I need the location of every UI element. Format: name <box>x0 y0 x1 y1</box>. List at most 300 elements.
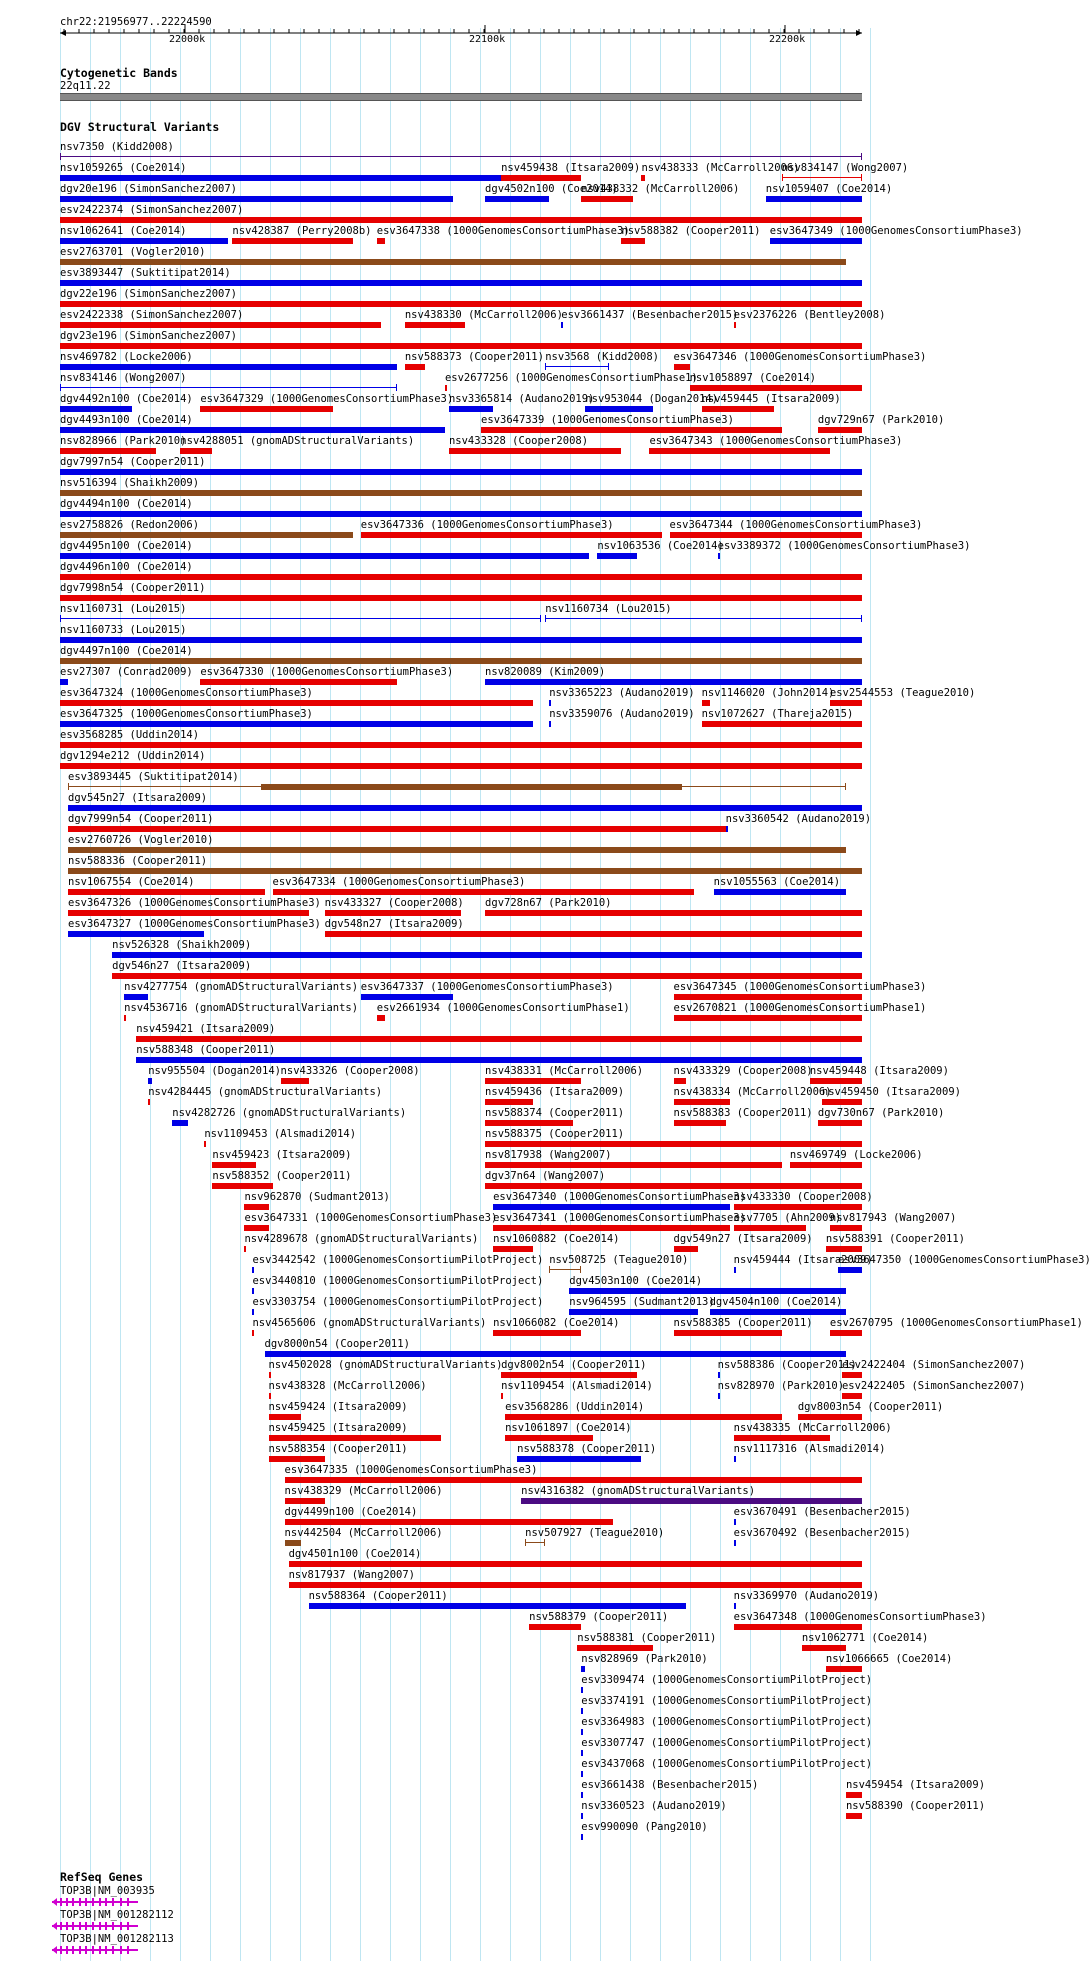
variant-label[interactable]: nsv4277754 (gnomADStructuralVariants) <box>124 981 359 993</box>
variant-feature-gain[interactable] <box>585 406 653 412</box>
variant-label[interactable]: nsv4316382 (gnomADStructuralVariants) <box>521 1485 756 1497</box>
variant-label[interactable]: nsv588385 (Cooper2011) <box>673 1317 813 1329</box>
variant-feature-loss[interactable] <box>493 1225 730 1231</box>
variant-feature-loss[interactable] <box>493 1330 581 1336</box>
variant-feature-gain[interactable] <box>561 322 563 328</box>
variant-label[interactable]: nsv469749 (Locke2006) <box>789 1149 923 1161</box>
variant-feature-loss[interactable] <box>674 1246 698 1252</box>
variant-label[interactable]: dgv548n27 (Itsara2009) <box>324 918 464 930</box>
variant-label[interactable]: nsv4282726 (gnomADStructuralVariants) <box>172 1107 407 1119</box>
variant-label[interactable]: nsv828969 (Park2010) <box>581 1653 708 1665</box>
variant-feature-loss[interactable] <box>690 385 862 391</box>
cytoband-bar[interactable] <box>60 93 862 101</box>
variant-label[interactable]: esv2661934 (1000GenomesConsortiumPhase1) <box>376 1002 630 1014</box>
variant-feature-loss[interactable] <box>674 364 690 370</box>
variant-label[interactable]: dgv4499n100 (Coe2014) <box>284 1506 418 1518</box>
variant-feature-loss[interactable] <box>449 448 621 454</box>
variant-label[interactable]: nsv588382 (Cooper2011) <box>621 225 761 237</box>
variant-label[interactable]: nsv588375 (Cooper2011) <box>485 1128 625 1140</box>
variant-feature-loss[interactable] <box>269 1393 271 1399</box>
variant-feature-gain[interactable] <box>252 1267 254 1273</box>
variant-label[interactable]: nsv588383 (Cooper2011) <box>673 1107 813 1119</box>
variant-feature-loss[interactable] <box>136 1036 862 1042</box>
variant-label[interactable]: nsv1066665 (Coe2014) <box>825 1653 953 1665</box>
variant-feature-loss[interactable] <box>505 1435 593 1441</box>
variant-label[interactable]: nsv1109453 (Alsmadi2014) <box>204 1128 357 1140</box>
variant-label[interactable]: dgv4493n100 (Coe2014) <box>60 414 193 426</box>
variant-label[interactable]: dgv4496n100 (Coe2014) <box>60 561 193 573</box>
variant-label[interactable]: nsv1058897 (Coe2014) <box>689 372 816 384</box>
variant-feature-loss[interactable] <box>702 700 710 706</box>
variant-feature-gain[interactable] <box>60 364 397 370</box>
variant-feature-loss[interactable] <box>818 427 862 433</box>
variant-feature-loss[interactable] <box>674 1015 862 1021</box>
variant-feature-loss[interactable] <box>405 322 465 328</box>
variant-feature-loss[interactable] <box>281 1078 309 1084</box>
variant-feature-loss[interactable] <box>60 322 381 328</box>
variant-label[interactable]: esv3647341 (1000GenomesConsortiumPhase3) <box>493 1212 746 1224</box>
variant-label[interactable]: nsv3365223 (Audano2019) <box>549 687 695 699</box>
variant-feature-gain[interactable] <box>252 1288 254 1294</box>
variant-feature-loss[interactable] <box>577 1645 653 1651</box>
variant-label[interactable]: esv3307747 (1000GenomesConsortiumPilotProject) <box>581 1737 873 1749</box>
variant-label[interactable]: nsv459438 (Itsara2009) <box>501 162 641 174</box>
variant-feature-loss[interactable] <box>200 406 332 412</box>
variant-feature-loss[interactable] <box>60 448 156 454</box>
variant-label[interactable]: nsv1062641 (Coe2014) <box>60 225 187 237</box>
variant-feature-both[interactable] <box>285 1540 301 1546</box>
variant-feature-loss[interactable] <box>377 1015 385 1021</box>
variant-feature-gain[interactable] <box>60 721 533 727</box>
variant-feature-gain[interactable] <box>60 406 132 412</box>
variant-feature-loss[interactable] <box>148 1099 150 1105</box>
variant-feature-loss[interactable] <box>485 1162 782 1168</box>
variant-label[interactable]: esv2760726 (Vogler2010) <box>68 834 214 846</box>
variant-feature-gain[interactable] <box>545 366 609 367</box>
variant-feature-loss[interactable] <box>68 826 726 832</box>
variant-label[interactable]: esv3647335 (1000GenomesConsortiumPhase3) <box>284 1464 538 1476</box>
variant-label[interactable]: nsv817943 (Wang2007) <box>829 1212 957 1224</box>
variant-feature-gain[interactable] <box>60 175 501 181</box>
variant-feature-loss[interactable] <box>68 910 309 916</box>
variant-label[interactable]: nsv588386 (Cooper2011) <box>717 1359 857 1371</box>
variant-feature-gain[interactable] <box>60 553 589 559</box>
variant-label[interactable]: esv3303754 (1000GenomesConsortiumPilotProject) <box>252 1296 544 1308</box>
variant-feature-loss[interactable] <box>830 1330 862 1336</box>
variant-label[interactable]: esv2544553 (Teague2010) <box>829 687 976 699</box>
variant-feature-gain[interactable] <box>60 618 541 619</box>
variant-feature-gain[interactable] <box>581 1834 583 1840</box>
variant-feature-gain[interactable] <box>581 1750 583 1756</box>
variant-feature-gain[interactable] <box>68 805 862 811</box>
variant-label[interactable]: dgv7997n54 (Cooper2011) <box>60 456 206 468</box>
variant-label[interactable]: nsv1072627 (Thareja2015) <box>701 708 854 720</box>
variant-label[interactable]: dgv4501n100 (Coe2014) <box>288 1548 422 1560</box>
variant-label[interactable]: esv2670821 (1000GenomesConsortiumPhase1) <box>673 1002 927 1014</box>
variant-feature-gain[interactable] <box>718 1393 720 1399</box>
variant-feature-gain[interactable] <box>581 1666 585 1672</box>
variant-feature-gain[interactable] <box>545 618 862 619</box>
variant-label[interactable]: dgv23e196 (SimonSanchez2007) <box>60 330 238 342</box>
variant-label[interactable]: nsv459448 (Itsara2009) <box>809 1065 949 1077</box>
variant-feature-gain[interactable] <box>581 1792 583 1798</box>
variant-feature-loss[interactable] <box>734 322 736 328</box>
variant-feature-loss[interactable] <box>842 1393 862 1399</box>
variant-label[interactable]: nsv588391 (Cooper2011) <box>825 1233 965 1245</box>
variant-label[interactable]: nsv820089 (Kim2009) <box>485 666 606 678</box>
variant-feature-loss[interactable] <box>112 973 862 979</box>
variant-feature-loss[interactable] <box>212 1183 272 1189</box>
variant-feature-loss[interactable] <box>830 700 862 706</box>
variant-feature-loss[interactable] <box>285 1477 862 1483</box>
variant-label[interactable]: nsv438331 (McCarroll2006) <box>485 1065 644 1077</box>
variant-label[interactable]: nsv459423 (Itsara2009) <box>212 1149 352 1161</box>
variant-feature-gain[interactable] <box>726 826 728 832</box>
variant-feature-loss[interactable] <box>405 364 425 370</box>
variant-label[interactable]: nsv7350 (Kidd2008) <box>60 141 174 153</box>
variant-feature-gain[interactable] <box>581 1729 583 1735</box>
variant-feature-gain[interactable] <box>569 1288 846 1294</box>
variant-feature-loss[interactable] <box>285 1519 614 1525</box>
variant-feature-loss[interactable] <box>846 1813 862 1819</box>
variant-feature-inversion[interactable] <box>60 156 862 157</box>
variant-feature-both[interactable] <box>549 1269 581 1270</box>
variant-label[interactable]: nsv588374 (Cooper2011) <box>485 1107 625 1119</box>
variant-label[interactable]: nsv507927 (Teague2010) <box>525 1527 665 1539</box>
variant-label[interactable]: esv3893447 (Suktitipat2014) <box>60 267 231 279</box>
variant-label[interactable]: esv3309474 (1000GenomesConsortiumPilotProject) <box>581 1674 873 1686</box>
variant-feature-loss[interactable] <box>60 742 862 748</box>
variant-feature-gain[interactable] <box>112 952 862 958</box>
variant-feature-loss[interactable] <box>285 1498 325 1504</box>
variant-feature-loss[interactable] <box>674 1120 726 1126</box>
variant-label[interactable]: esv3647324 (1000GenomesConsortiumPhase3) <box>60 687 313 699</box>
variant-label[interactable]: nsv1160733 (Lou2015) <box>60 624 187 636</box>
variant-label[interactable]: dgv4492n100 (Coe2014) <box>60 393 193 405</box>
variant-label[interactable]: nsv1060882 (Coe2014) <box>493 1233 620 1245</box>
variant-feature-loss[interactable] <box>734 1204 862 1210</box>
variant-feature-gain[interactable] <box>734 1267 736 1273</box>
variant-label[interactable]: esv2422374 (SimonSanchez2007) <box>60 204 244 216</box>
variant-label[interactable]: dgv37n64 (Wang2007) <box>485 1170 606 1182</box>
variant-label[interactable]: esv3647331 (1000GenomesConsortiumPhase3) <box>244 1212 498 1224</box>
variant-feature-loss[interactable] <box>204 1141 206 1147</box>
variant-feature-loss[interactable] <box>830 1225 862 1231</box>
variant-label[interactable]: nsv588354 (Cooper2011) <box>268 1443 408 1455</box>
variant-label[interactable]: esv3442542 (1000GenomesConsortiumPilotProject) <box>252 1254 544 1266</box>
variant-feature-loss[interactable] <box>485 1078 581 1084</box>
variant-label[interactable]: nsv438328 (McCarroll2006) <box>268 1380 427 1392</box>
variant-feature-gain[interactable] <box>569 1309 697 1315</box>
variant-feature-loss[interactable] <box>734 1225 806 1231</box>
variant-label[interactable]: esv3647330 (1000GenomesConsortiumPhase3) <box>200 666 454 678</box>
variant-feature-loss[interactable] <box>810 1078 862 1084</box>
variant-feature-gain[interactable] <box>734 1456 736 1462</box>
variant-label[interactable]: esv3647337 (1000GenomesConsortiumPhase3) <box>360 981 614 993</box>
variant-feature-gain[interactable] <box>148 1078 152 1084</box>
variant-feature-gain[interactable] <box>252 1309 254 1315</box>
variant-label[interactable]: esv3568285 (Uddin2014) <box>60 729 200 741</box>
variant-feature-loss[interactable] <box>529 1624 581 1630</box>
gene-label[interactable]: TOP3B|NM_001282112 <box>60 1909 174 1921</box>
variant-feature-loss[interactable] <box>212 1162 256 1168</box>
variant-feature-loss[interactable] <box>232 238 352 244</box>
variant-feature-both[interactable] <box>525 1542 545 1543</box>
variant-label[interactable]: nsv1160734 (Lou2015) <box>545 603 672 615</box>
variant-label[interactable]: nsv428387 (Perry2008b) <box>232 225 372 237</box>
variant-label[interactable]: esv3437068 (1000GenomesConsortiumPilotProject) <box>581 1758 873 1770</box>
variant-label[interactable]: esv3647340 (1000GenomesConsortiumPhase3) <box>493 1191 746 1203</box>
variant-feature-loss[interactable] <box>702 406 774 412</box>
variant-feature-inversion[interactable] <box>521 1498 862 1504</box>
variant-label[interactable]: nsv588381 (Cooper2011) <box>577 1632 717 1644</box>
variant-label[interactable]: esv27307 (Conrad2009) <box>60 666 193 678</box>
variant-label[interactable]: esv2758826 (Redon2006) <box>60 519 200 531</box>
variant-feature-gain[interactable] <box>581 1771 583 1777</box>
variant-feature-loss[interactable] <box>244 1246 246 1252</box>
variant-label[interactable]: nsv3359076 (Audano2019) <box>549 708 695 720</box>
variant-label[interactable]: nsv964595 (Sudmant2013) <box>569 1296 715 1308</box>
variant-feature-loss[interactable] <box>621 238 645 244</box>
variant-feature-loss[interactable] <box>269 1456 325 1462</box>
variant-feature-gain[interactable] <box>581 1687 583 1693</box>
variant-feature-gain[interactable] <box>734 1603 736 1609</box>
variant-label[interactable]: nsv3360523 (Audano2019) <box>581 1800 727 1812</box>
variant-feature-gain[interactable] <box>60 238 228 244</box>
variant-label[interactable]: nsv1109454 (Alsmadi2014) <box>501 1380 653 1392</box>
variant-feature-loss[interactable] <box>674 994 862 1000</box>
variant-feature-loss[interactable] <box>846 1792 862 1798</box>
variant-label[interactable]: nsv459444 (Itsara2009) <box>733 1254 873 1266</box>
variant-label[interactable]: dgv8003n54 (Cooper2011) <box>797 1401 944 1413</box>
variant-feature-loss[interactable] <box>200 679 396 685</box>
variant-feature-gain[interactable] <box>60 280 862 286</box>
variant-label[interactable]: esv3647339 (1000GenomesConsortiumPhase3) <box>481 414 734 426</box>
variant-feature-loss[interactable] <box>244 1225 268 1231</box>
variant-label[interactable]: nsv433330 (Cooper2008) <box>733 1191 873 1203</box>
variant-label[interactable]: esv3364983 (1000GenomesConsortiumPilotProject) <box>581 1716 873 1728</box>
variant-label[interactable]: nsv1059265 (Coe2014) <box>60 162 187 174</box>
variant-feature-loss[interactable] <box>180 448 212 454</box>
variant-feature-loss[interactable] <box>674 1330 782 1336</box>
variant-label[interactable]: nsv1067554 (Coe2014) <box>68 876 195 888</box>
variant-feature-loss[interactable] <box>325 910 461 916</box>
variant-label[interactable]: nsv459421 (Itsara2009) <box>136 1023 276 1035</box>
variant-feature-gain[interactable] <box>136 1057 862 1063</box>
variant-label[interactable]: esv3647325 (1000GenomesConsortiumPhase3) <box>60 708 313 720</box>
variant-label[interactable]: nsv3360542 (Audano2019) <box>725 813 872 825</box>
variant-label[interactable]: dgv4504n100 (Coe2014) <box>709 1296 843 1308</box>
variant-label[interactable]: esv2670795 (1000GenomesConsortiumPhase1) <box>829 1317 1083 1329</box>
variant-feature-loss[interactable] <box>485 1183 862 1189</box>
variant-label[interactable]: nsv3365814 (Audano2019) <box>448 393 595 405</box>
variant-feature-loss[interactable] <box>802 1645 846 1651</box>
variant-label[interactable]: dgv4502n100 (Coe2014) <box>485 183 618 195</box>
variant-feature-loss[interactable] <box>818 1120 862 1126</box>
variant-feature-gain[interactable] <box>549 721 551 727</box>
variant-feature-gain[interactable] <box>60 637 862 643</box>
variant-label[interactable]: esv3661437 (Besenbacher2015) <box>561 309 739 321</box>
variant-feature-gain[interactable] <box>449 406 493 412</box>
variant-feature-both[interactable] <box>60 490 862 496</box>
variant-label[interactable]: dgv7998n54 (Cooper2011) <box>60 582 206 594</box>
variant-feature-gain[interactable] <box>485 196 549 202</box>
variant-label[interactable]: dgv20e196 (SimonSanchez2007) <box>60 183 238 195</box>
variant-feature-gain[interactable] <box>710 1309 846 1315</box>
variant-label[interactable]: nsv962870 (Sudmant2013) <box>244 1191 390 1203</box>
variant-feature-both[interactable] <box>60 532 353 538</box>
variant-feature-loss[interactable] <box>68 889 264 895</box>
variant-feature-loss[interactable] <box>674 1078 686 1084</box>
variant-feature-loss[interactable] <box>485 1120 573 1126</box>
variant-feature-gain[interactable] <box>172 1120 188 1126</box>
variant-feature-gain[interactable] <box>60 469 862 475</box>
variant-feature-loss[interactable] <box>581 196 633 202</box>
variant-label[interactable]: nsv459445 (Itsara2009) <box>701 393 841 405</box>
variant-feature-gain[interactable] <box>265 1351 846 1357</box>
variant-label[interactable]: nsv438332 (McCarroll2006) <box>581 183 740 195</box>
variant-label[interactable]: nsv1061897 (Coe2014) <box>505 1422 632 1434</box>
variant-label[interactable]: nsv834146 (Wong2007) <box>60 372 187 384</box>
variant-feature-loss[interactable] <box>273 889 694 895</box>
variant-label[interactable]: nsv828966 (Park2010) <box>60 435 187 447</box>
gene-model[interactable] <box>52 1921 152 1931</box>
variant-feature-loss[interactable] <box>734 1624 862 1630</box>
variant-feature-loss[interactable] <box>501 1393 503 1399</box>
variant-label[interactable]: nsv588364 (Cooper2011) <box>308 1590 448 1602</box>
variant-label[interactable]: nsv4289678 (gnomADStructuralVariants) <box>244 1233 479 1245</box>
variant-label[interactable]: nsv4288051 (gnomADStructuralVariants) <box>180 435 415 447</box>
variant-label[interactable]: esv3647346 (1000GenomesConsortiumPhase3) <box>673 351 927 363</box>
variant-label[interactable]: esv3647338 (1000GenomesConsortiumPhase3) <box>376 225 630 237</box>
variant-feature-loss[interactable] <box>60 343 862 349</box>
variant-feature-gain[interactable] <box>766 196 862 202</box>
variant-feature-loss[interactable] <box>60 700 533 706</box>
variant-label[interactable]: dgv730n67 (Park2010) <box>817 1107 945 1119</box>
variant-label[interactable]: nsv588379 (Cooper2011) <box>529 1611 669 1623</box>
gene-label[interactable]: TOP3B|NM_003935 <box>60 1885 155 1897</box>
variant-feature-loss[interactable] <box>445 385 447 391</box>
variant-label[interactable]: nsv442504 (McCarroll2006) <box>284 1527 443 1539</box>
variant-feature-loss[interactable] <box>244 1204 268 1210</box>
variant-feature-loss[interactable] <box>842 1372 862 1378</box>
variant-label[interactable]: nsv516394 (Shaikh2009) <box>60 477 200 489</box>
variant-label[interactable]: nsv433329 (Cooper2008) <box>673 1065 813 1077</box>
variant-label[interactable]: nsv817937 (Wang2007) <box>288 1569 415 1581</box>
variant-label[interactable]: nsv1146020 (John2014) <box>701 687 835 699</box>
variant-label[interactable]: nsv588348 (Cooper2011) <box>136 1044 276 1056</box>
variant-label[interactable]: nsv438335 (McCarroll2006) <box>733 1422 892 1434</box>
variant-feature-gain[interactable] <box>581 1708 583 1714</box>
variant-feature-loss[interactable] <box>670 532 862 538</box>
variant-label[interactable]: nsv4536716 (gnomADStructuralVariants) <box>124 1002 359 1014</box>
variant-feature-loss[interactable] <box>377 238 385 244</box>
variant-feature-gain[interactable] <box>770 238 862 244</box>
variant-label[interactable]: nsv433328 (Cooper2008) <box>448 435 589 447</box>
variant-label[interactable]: esv3440810 (1000GenomesConsortiumPilotProject) <box>252 1275 544 1287</box>
variant-feature-loss[interactable] <box>60 763 862 769</box>
variant-label[interactable]: dgv7999n54 (Cooper2011) <box>68 813 214 825</box>
variant-feature-loss[interactable] <box>501 1372 637 1378</box>
variant-label[interactable]: dgv728n67 (Park2010) <box>485 897 612 909</box>
variant-label[interactable]: nsv459454 (Itsara2009) <box>845 1779 986 1791</box>
variant-feature-gain[interactable] <box>124 994 148 1000</box>
variant-label[interactable]: dgv4497n100 (Coe2014) <box>60 645 193 657</box>
variant-label[interactable]: esv3647344 (1000GenomesConsortiumPhase3) <box>669 519 923 531</box>
variant-label[interactable]: dgv22e196 (SimonSanchez2007) <box>60 288 238 300</box>
variant-label[interactable]: nsv588378 (Cooper2011) <box>517 1443 657 1455</box>
variant-feature-loss[interactable] <box>641 175 645 181</box>
variant-feature-loss[interactable] <box>60 217 862 223</box>
variant-label[interactable]: esv3647350 (1000GenomesConsortiumPhase3) <box>837 1254 1091 1266</box>
variant-label[interactable]: esv2422338 (SimonSanchez2007) <box>60 309 244 321</box>
variant-feature-both[interactable] <box>60 658 862 664</box>
gene-label[interactable]: TOP3B|NM_001282113 <box>60 1933 174 1945</box>
variant-feature-both[interactable] <box>60 259 846 265</box>
variant-feature-loss[interactable] <box>674 1099 730 1105</box>
variant-label[interactable]: esv3647329 (1000GenomesConsortiumPhase3) <box>200 393 454 405</box>
variant-label[interactable]: nsv1059407 (Coe2014) <box>765 183 893 195</box>
variant-label[interactable]: nsv459436 (Itsara2009) <box>485 1086 625 1098</box>
variant-feature-loss[interactable] <box>734 1435 830 1441</box>
variant-feature-loss[interactable] <box>702 721 862 727</box>
variant-feature-loss[interactable] <box>790 1162 862 1168</box>
variant-feature-gain[interactable] <box>309 1603 686 1609</box>
variant-feature-loss[interactable] <box>361 532 662 538</box>
variant-label[interactable]: esv7705 (Ahn2009) <box>733 1212 842 1224</box>
gene-model[interactable] <box>52 1945 152 1955</box>
variant-feature-gain[interactable] <box>361 994 453 1000</box>
variant-label[interactable]: esv3893445 (Suktitipat2014) <box>68 771 239 783</box>
variant-feature-loss[interactable] <box>325 931 862 937</box>
variant-feature-gain[interactable] <box>68 931 204 937</box>
variant-feature-gain[interactable] <box>718 1372 720 1378</box>
variant-feature-loss[interactable] <box>269 1435 441 1441</box>
variant-label[interactable]: dgv4495n100 (Coe2014) <box>60 540 193 552</box>
variant-label[interactable]: nsv588373 (Cooper2011) <box>404 351 544 363</box>
variant-label[interactable]: nsv438333 (McCarroll2006) <box>641 162 800 174</box>
variant-label[interactable]: dgv545n27 (Itsara2009) <box>68 792 208 804</box>
variant-feature-loss[interactable] <box>485 910 862 916</box>
variant-feature-gain[interactable] <box>734 1519 736 1525</box>
variant-label[interactable]: nsv1117316 (Alsmadi2014) <box>733 1443 886 1455</box>
variant-label[interactable]: nsv1063536 (Coe2014) <box>597 540 724 552</box>
variant-feature-loss[interactable] <box>481 427 782 433</box>
variant-feature-both[interactable] <box>261 784 682 790</box>
variant-label[interactable]: esv3374191 (1000GenomesConsortiumPilotProject) <box>581 1695 873 1707</box>
variant-label[interactable]: esv2677256 (1000GenomesConsortiumPhase1) <box>444 372 698 384</box>
variant-feature-loss[interactable] <box>124 1015 126 1021</box>
variant-feature-loss[interactable] <box>252 1330 254 1336</box>
variant-label[interactable]: esv3647326 (1000GenomesConsortiumPhase3) <box>68 897 321 909</box>
variant-feature-gain[interactable] <box>838 1267 862 1273</box>
variant-label[interactable]: nsv588390 (Cooper2011) <box>845 1800 986 1812</box>
variant-feature-loss[interactable] <box>649 448 829 454</box>
variant-label[interactable]: nsv953044 (Dogan2014) <box>585 393 719 405</box>
variant-label[interactable]: esv2422404 (SimonSanchez2007) <box>841 1359 1026 1371</box>
variant-label[interactable]: nsv817938 (Wang2007) <box>485 1149 612 1161</box>
variant-feature-gain[interactable] <box>549 700 551 706</box>
variant-feature-gain[interactable] <box>597 553 637 559</box>
variant-label[interactable]: nsv1055563 (Coe2014) <box>713 876 841 888</box>
variant-feature-gain[interactable] <box>60 511 862 517</box>
variant-label[interactable]: esv2376226 (Bentley2008) <box>733 309 886 321</box>
variant-label[interactable]: esv3647336 (1000GenomesConsortiumPhase3) <box>360 519 614 531</box>
variant-label[interactable]: nsv459425 (Itsara2009) <box>268 1422 408 1434</box>
gene-model[interactable] <box>52 1897 152 1907</box>
variant-label[interactable]: esv3661438 (Besenbacher2015) <box>581 1779 759 1791</box>
variant-label[interactable]: nsv433326 (Cooper2008) <box>280 1065 420 1077</box>
